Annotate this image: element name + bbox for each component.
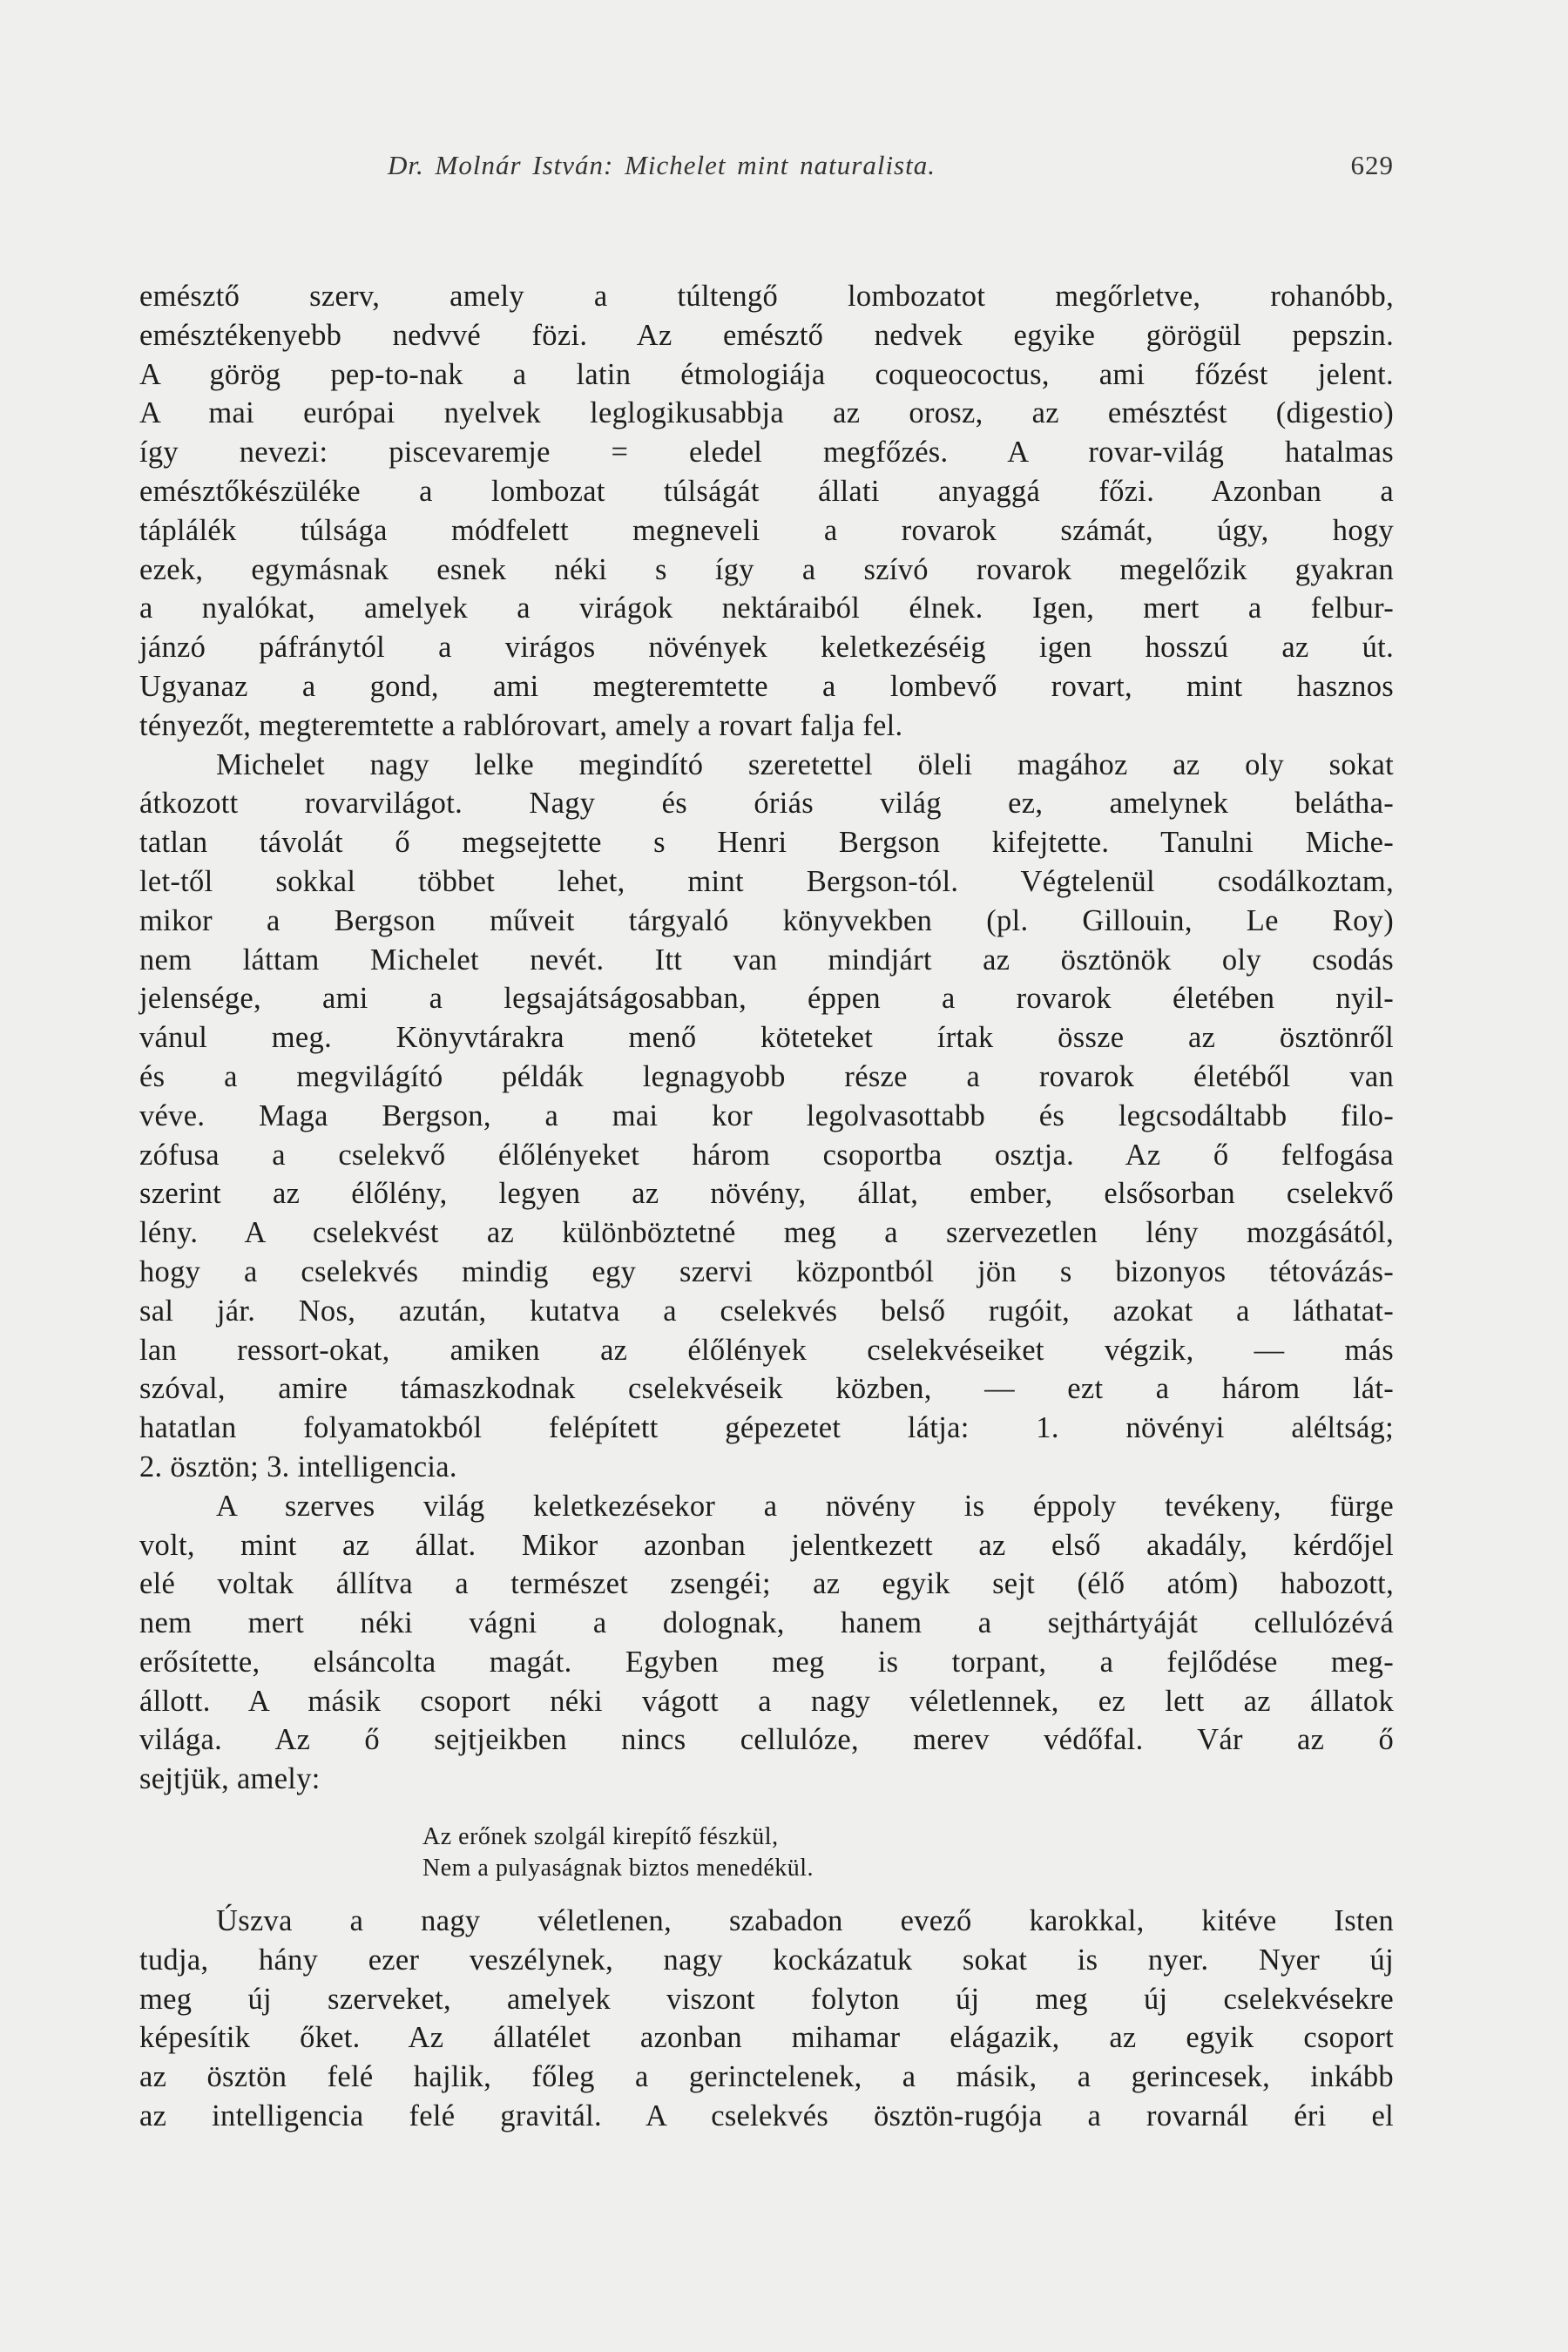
paragraph-1 (139, 277, 1394, 746)
text-line: jelensége, ami a legsajátságosabban, éppen a rovarok életében nyil- (139, 982, 1394, 1016)
text-line: emésztőkészüléke a lombozat túlságát állati anyaggá főzi. Azonban a (139, 474, 1394, 508)
body-text (139, 277, 1394, 2136)
text-line: lény. A cselekvést az különböztetné meg a szervezetlen lény mozgásától, (139, 1216, 1394, 1250)
text-line: vánul meg. Könyvtárakra menő köteteket írtak össze az ösztönről (139, 1021, 1394, 1055)
text-line: állott. A másik csoport néki vágott a nagy véletlennek, ez lett az állatok (139, 1684, 1394, 1718)
page-number: 629 (1350, 150, 1394, 180)
text-line: A mai európai nyelvek leglogikusabbja az orosz, az emésztést (digestio) (139, 396, 1394, 430)
text-line: emésztő szerv, amely a túltengő lombozatot megőrletve, rohanóbb, (139, 280, 1394, 313)
text-line: átkozott rovarvilágot. Nagy és óriás világ ez, amelynek belátha- (139, 787, 1394, 821)
text-line: világa. Az ő sejtjeikben nincs cellulóze, merev védőfal. Vár az ő (139, 1723, 1394, 1757)
text-line: let-től sokkal többet lehet, mint Bergson-tól. Végtelenül csodálkoztam, (139, 864, 1394, 898)
text-line: sal jár. Nos, azután, kutatva a cselekvés belső rugóit, azokat a láthatat- (139, 1294, 1394, 1328)
text-line: hogy a cselekvés mindig egy szervi központból jön s bizonyos tétovázás- (139, 1254, 1394, 1288)
text-line: táplálék túlsága módfelett megneveli a rovarok számát, úgy, hogy (139, 513, 1394, 547)
paragraph-2 (139, 746, 1394, 1487)
text-line: véve. Maga Bergson, a mai kor legolvasottabb és legcsodáltabb filo- (139, 1098, 1394, 1132)
text-line: tudja, hány ezer veszélynek, nagy kockázatuk sokat is nyer. Nyer új (139, 1943, 1394, 1977)
text-line: tatlan távolát ő megsejtette s Henri Bergson kifejtette. Tanulni Miche- (139, 826, 1394, 860)
text-line: elé voltak állítva a természet zsengéi; az egyik sejt (élő atóm) habozott, (139, 1567, 1394, 1601)
poem-quote (139, 1821, 1394, 1884)
text-line: sejtjük, amely: (139, 1762, 321, 1796)
paragraph-4 (139, 1902, 1394, 2136)
text-line: szerint az élőlény, legyen az növény, állat, ember, elsősorban cselekvő (139, 1177, 1394, 1211)
text-line: képesítik őket. Az állatélet azonban mihamar elágazik, az egyik csoport (139, 2021, 1394, 2055)
text-line: Ugyanaz a gond, ami megteremtette a lombevő rovart, mint hasznos (139, 669, 1394, 703)
poem-line: Az erőnek szolgál kirepítő fészkül, (422, 1823, 779, 1851)
running-title: Dr. Molnár István: Michelet mint naturalista. (388, 150, 936, 180)
poem-line: Nem a pulyaságnak biztos menedékül. (422, 1855, 814, 1882)
text-line: hatatlan folyamatokból felépített gépezetet látja: 1. növényi aléltság; (139, 1411, 1394, 1445)
text-line: jánzó páfránytól a virágos növények keletkezéséig igen hosszú az út. (139, 631, 1394, 665)
text-line: emésztékenyebb nedvvé fözi. Az emésztő nedvek egyike görögül pepszin. (139, 318, 1394, 352)
text-line: az intelligencia felé gravitál. A cselekvés ösztön-rugója a rovarnál éri el (139, 2099, 1394, 2133)
text-line: és a megvilágító példák legnagyobb része a rovarok életéből van (139, 1059, 1394, 1093)
text-line: ezek, egymásnak esnek néki s így a szívó rovarok megelőzik gyakran (139, 552, 1394, 586)
text-line: lan ressort-okat, amiken az élőlények cselekvéseiket végzik, — más (139, 1333, 1394, 1367)
text-line: nem mert néki vágni a dolognak, hanem a sejthártyáját cellulózévá (139, 1606, 1394, 1640)
page-header (139, 150, 1394, 185)
text-line: a nyalókat, amelyek a virágok nektáraiból élnek. Igen, mert a felbur- (139, 591, 1394, 625)
text-line: meg új szerveket, amelyek viszont folyton új meg új cselekvésekre (139, 1982, 1394, 2016)
text-line: erősítette, elsáncolta magát. Egyben meg is torpant, a fejlődése meg- (139, 1645, 1394, 1679)
text-line: így nevezi: piscevaremje = eledel megfőzés. A rovar-világ hatalmas (139, 436, 1394, 470)
text-line: A szerves világ keletkezésekor a növény is éppoly tevékeny, fürge (216, 1489, 1394, 1523)
text-line: Úszva a nagy véletlenen, szabadon evező karokkal, kitéve Isten (216, 1904, 1394, 1938)
text-line: szóval, amire támaszkodnak cselekvéseik közben, — ezt a három lát- (139, 1372, 1394, 1406)
text-line: 2. ösztön; 3. intelligencia. (139, 1450, 457, 1484)
text-line: tényezőt, megteremtette a rablórovart, amely a rovart falja fel. (139, 708, 903, 742)
text-line: Michelet nagy lelke megindító szeretettel öleli magához az oly sokat (216, 747, 1394, 781)
text-line: zófusa a cselekvő élőlényeket három csoportba osztja. Az ő felfogása (139, 1138, 1394, 1172)
text-line: mikor a Bergson műveit tárgyaló könyvekben (pl. Gillouin, Le Roy) (139, 903, 1394, 937)
text-line: A görög pep-to-nak a latin étmologiája coqueococtus, ami főzést jelent. (139, 357, 1394, 391)
text-line: az ösztön felé hajlik, főleg a gerinctelenek, a másik, a gerincesek, inkább (139, 2060, 1394, 2094)
text-line: nem láttam Michelet nevét. Itt van mindjárt az ösztönök oly csodás (139, 943, 1394, 977)
text-line: volt, mint az állat. Mikor azonban jelentkezett az első akadály, kérdőjel (139, 1528, 1394, 1562)
paragraph-3 (139, 1487, 1394, 1799)
